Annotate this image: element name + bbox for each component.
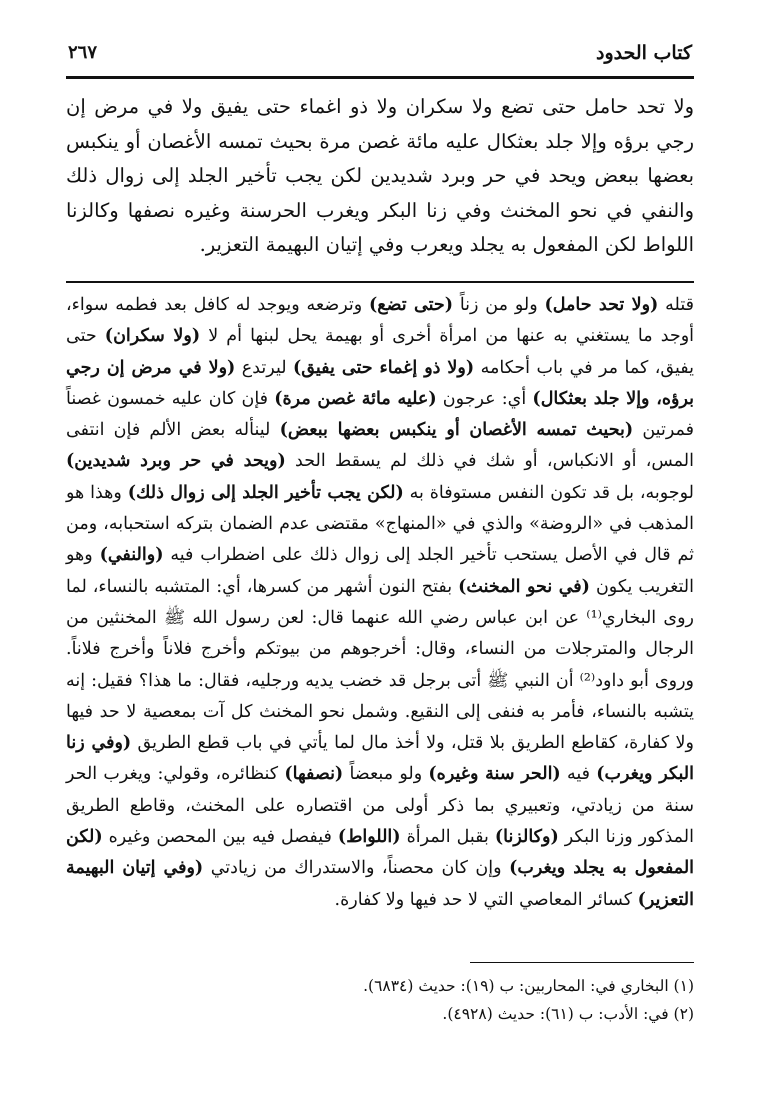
bold-matn-quote: (وكالزنا) <box>494 827 559 848</box>
bold-matn-quote: (اللواط) <box>337 827 401 848</box>
commentary-segment: وهذا هو المذهب في «الروضة» والذي في «المنهاج» مقتضى عدم الضمان بتركه استحبابه، ومن ثم قال في الأصل يستحب تأخير الجلد إلى زوال ذلك على اضطراب فيه <box>66 482 694 566</box>
bold-matn-quote: (لكن يجب تأخير الجلد إلى زوال ذلك) <box>127 482 404 503</box>
commentary-segment: وإن كان محصناً، والاستدراك من زيادتي <box>203 858 510 879</box>
bold-matn-quote: (حتى تضع) <box>369 295 453 315</box>
commentary-text <box>66 290 694 916</box>
commentary-segment: وترضعه ويوجد له كافل بعد فطمه سواء، أوجد ما يستغني به عنها من امرأة أخرى أو بهيمة يحل لبنها أم لا <box>66 295 695 347</box>
bold-matn-quote: (ولا في مرض إن رجي برؤه، وإلا جلد بعثكال) <box>66 357 695 409</box>
footnote-rule <box>470 962 694 963</box>
bold-matn-quote: (في نحو المخنث) <box>458 576 590 597</box>
page-number: ٢٦٧ <box>68 42 98 63</box>
commentary-segment: حتى يفيق، كما مر في باب أحكامه <box>66 326 694 378</box>
bold-matn-quote: (لكن المفعول به يجلد ويغرب) <box>66 827 695 879</box>
commentary-segment: كسائر المعاصي التي لا حد فيها ولا كفارة. <box>334 889 638 910</box>
bold-matn-quote: (بحيث تمسه الأغصان أو ينكبس بعضها ببعض) <box>279 420 634 441</box>
chapter-title: كتاب الحدود <box>595 42 692 64</box>
footnote-1: (١) البخاري في: المحاربين: ب (١٩): حديث (٦٨٣٤). <box>363 977 694 995</box>
commentary-segment: بقبل المرأة <box>400 827 495 848</box>
bold-matn-quote: (ويحد في حر وبرد شديدين) <box>66 451 286 472</box>
header-rule <box>66 76 694 79</box>
commentary-segment: فيفصل فيه بين المحصن وغيره <box>102 827 338 848</box>
bold-matn-quote: (ولا سكران) <box>104 326 201 347</box>
commentary-segment: بفتح النون أشهر من كسرها، أي: المتشبه بالنساء، لما روى البخاري⁽¹⁾ عن ابن عباس رضي الله عنهما قال: لعن رسول الله ﷺ المخنثين من الرجال والمترجلات من النساء، وقال: أخرجوهم من بيوتكم وأخرج فلاناً وأخرج فلاناً. وروى أبو داود⁽²⁾ أن النبي ﷺ أتى برجل قد خضب يديه ورجليه، فقال: ما هذا؟ فقيل: إنه يتشبه بالنساء، فأمر به فنفى إلى النقيع. وشمل نحو المخنث كل آت بمعصية لا حد فيها ولا كفارة، كقاطع الطريق بلا قتل، ولا أخذ مال لما يأتي في باب قطع الطريق <box>66 576 694 754</box>
bold-matn-quote: (ولا تحد حامل) <box>544 295 659 315</box>
commentary-segment: لينأله بعض الألم فإن انتفى المس، أو الانكباس، أو شك في ذلك لم يسقط الحد <box>66 420 694 472</box>
footnotes <box>66 972 694 1028</box>
commentary-segment: أي: عرجون <box>436 388 533 409</box>
bold-matn-quote: (عليه مائة غصن مرة) <box>274 388 437 409</box>
commentary-segment: فإن كان عليه خمسون غصناً فمرتين <box>66 388 694 441</box>
bold-matn-quote: (وفي زنا البكر ويغرب) <box>66 733 694 785</box>
bold-matn-quote: (والنفي) <box>99 545 164 566</box>
commentary-segment: لوجوبه، بل قد تكون النفس مستوفاة به <box>403 482 695 503</box>
commentary-segment: ليرتدع <box>235 357 294 378</box>
commentary-segment: فيه <box>560 764 597 785</box>
commentary-segment: وهو التغريب يكون <box>66 545 694 597</box>
bold-matn-quote: (نصفها) <box>284 764 344 785</box>
bold-matn-quote: (وفي إتيان البهيمة التعزير) <box>66 858 694 910</box>
commentary-segment: كنظائره، وقولي: ويغرب الحر سنة من زيادتي، وتعبيري بما ذكر أولى من اقتصاره على المخنث، وقاطع الطريق المذكور وزنا البكر <box>66 764 694 848</box>
commentary-segment: ولو مبعضاً <box>343 764 429 785</box>
footnote-2: (٢) في: الأدب: ب (٦١): حديث (٤٩٢٨). <box>442 1005 694 1023</box>
bold-matn-quote: (ولا ذو إغماء حتى يفيق) <box>293 357 475 378</box>
bold-matn-quote: (الحر سنة وغيره) <box>428 764 561 785</box>
section-divider <box>66 281 694 283</box>
commentary-segment: قتله <box>658 295 694 315</box>
commentary-segment: ولو من زناً <box>452 295 545 315</box>
matn-text: ولا تحد حامل حتى تضع ولا سكران ولا ذو اغماء حتى يفيق ولا في مرض إن رجي برؤه وإلا جلد بعثكال عليه مائة غصن مرة بحيث تمسه الأغصان أو ينكبس بعضها ببعض ويحد في حر وبرد شديدين لكن يجب تأخير الجلد إلى زوال ذلك والنفي في نحو المخنث وفي زنا البكر ويغرب الحرسنة وغيره نصفها وكالزنا اللواط لكن المفعول به يجلد ويعرب وفي إتيان البهيمة التعزير. <box>66 95 694 256</box>
